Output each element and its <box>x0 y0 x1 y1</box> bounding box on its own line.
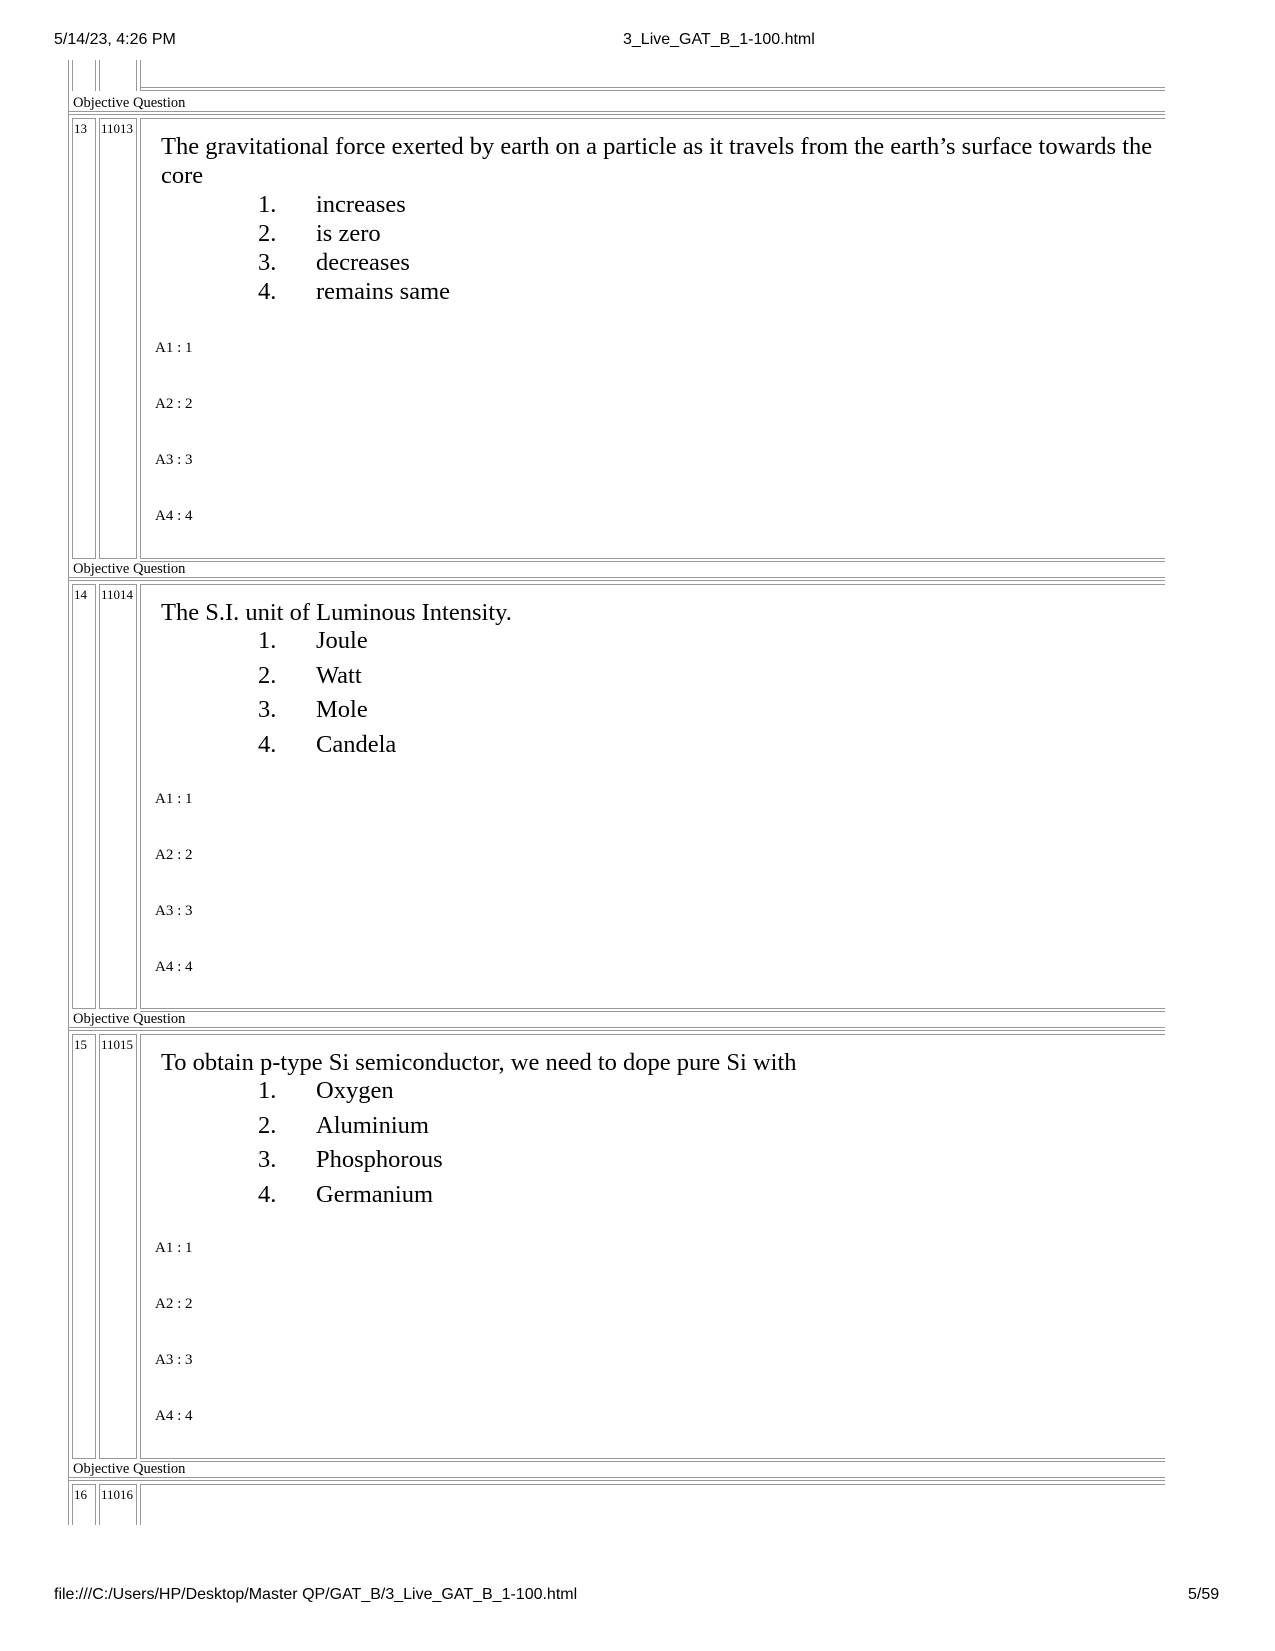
document-title: 3_Live_GAT_B_1-100.html <box>623 31 815 48</box>
page-number: 5/59 <box>1188 1586 1220 1603</box>
question-text: The gravitational force exerted by earth on a particle as it travels from the earth’s surface towards the core <box>161 133 1153 189</box>
option-item: 1. Oxygen <box>258 1077 394 1104</box>
question-id: 11014 <box>101 587 134 602</box>
answer-option: A3 : 3 <box>155 1352 193 1368</box>
question-serial: 13 <box>74 121 87 136</box>
answer-option: A3 : 3 <box>155 452 193 468</box>
option-item: 3. Phosphorous <box>258 1146 443 1173</box>
option-item: 2. Watt <box>258 661 362 689</box>
answer-option: A1 : 1 <box>155 791 193 807</box>
section-label: Objective Question <box>73 95 186 111</box>
section-label: Objective Question <box>73 1011 186 1027</box>
answer-option: A4 : 4 <box>155 1408 193 1424</box>
section-label: Objective Question <box>73 1461 186 1477</box>
option-item: 3. Mole <box>258 696 368 723</box>
answer-option: A2 : 2 <box>155 396 193 412</box>
option-item: 4. Germanium <box>258 1180 434 1208</box>
file-path: file:///C:/Users/HP/Desktop/Master QP/GAT_B/3_Live_GAT_B_1-100.html <box>54 1586 578 1603</box>
print-date: 5/14/23, 4:26 PM <box>54 31 176 48</box>
option-item: 1. Joule <box>258 627 368 654</box>
option-item: 4. Candela <box>258 730 397 758</box>
answer-option: A4 : 4 <box>155 508 193 524</box>
option-list <box>258 190 450 306</box>
question-text: To obtain p-type Si semiconductor, we need to dope pure Si with <box>161 1049 797 1076</box>
answer-option: A4 : 4 <box>155 959 193 975</box>
question-text: The S.I. unit of Luminous Intensity. <box>161 599 512 626</box>
question-serial: 15 <box>74 1037 87 1052</box>
option-list <box>258 624 396 762</box>
question-serial: 16 <box>74 1487 87 1502</box>
answer-option: A2 : 2 <box>155 1296 193 1312</box>
section-label: Objective Question <box>73 561 186 577</box>
question-id: 11016 <box>101 1487 134 1502</box>
question-id: 11015 <box>101 1037 134 1052</box>
option-item: 3. decreases <box>258 249 410 276</box>
question-serial: 14 <box>74 587 87 602</box>
answer-option: A3 : 3 <box>155 903 193 919</box>
answer-option: A1 : 1 <box>155 340 193 356</box>
answer-option: A1 : 1 <box>155 1240 193 1256</box>
answer-option: A2 : 2 <box>155 847 193 863</box>
option-item: 2. is zero <box>258 220 381 247</box>
question-id: 11013 <box>101 121 134 136</box>
option-item: 2. Aluminium <box>258 1111 429 1139</box>
option-item: 1. increases <box>258 191 406 218</box>
option-list <box>258 1074 443 1212</box>
option-item: 4. remains same <box>258 278 451 305</box>
